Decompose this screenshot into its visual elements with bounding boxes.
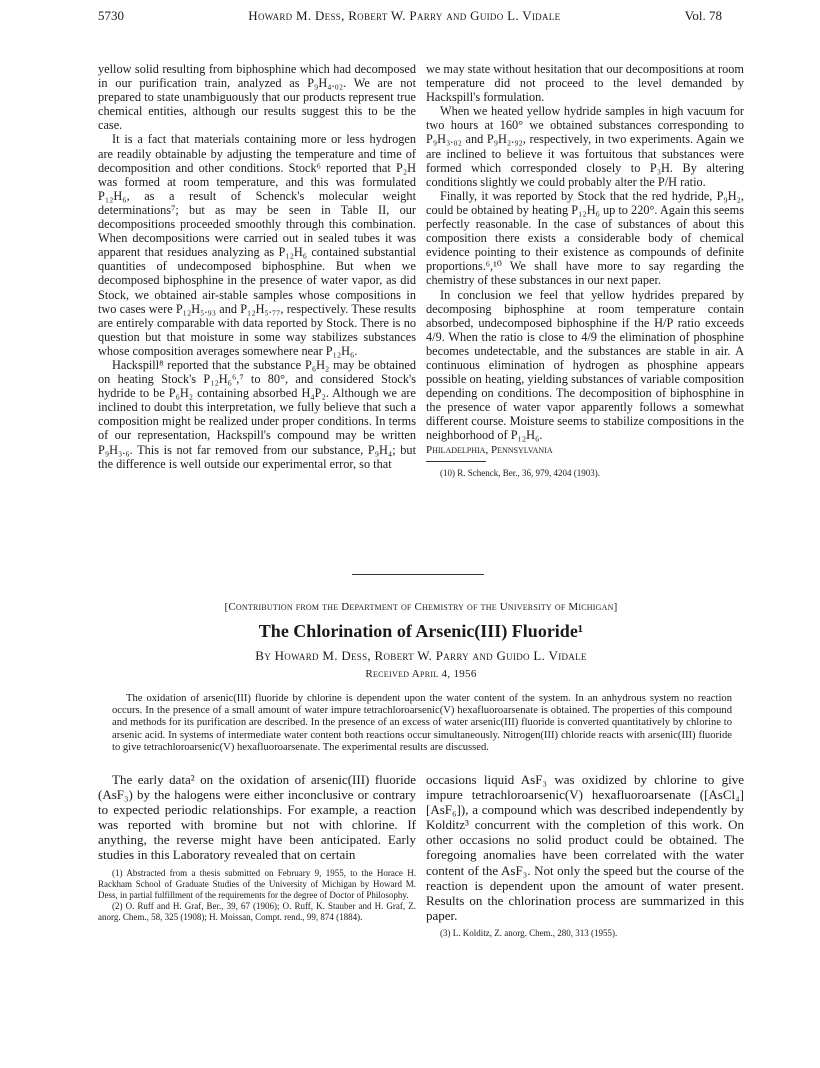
paragraph: yellow solid resulting from biphosphine which had decomposed in our purification train, analyzed as P₉H₄.₀₂. We are not prepared to state unambiguously that our products represent true chemical entities, although our results suggest this to be the case.	[98, 62, 416, 133]
contribution-line: [Contribution from the Department of Chemistry of the University of Michigan]	[224, 601, 618, 613]
article-column-right	[426, 772, 744, 939]
footnote-rule	[426, 461, 486, 462]
prev-article-column-right	[426, 62, 744, 479]
paragraph: It is a fact that materials containing more or less hydrogen are readily obtainable by adjusting the temperature and time of decomposition and other conditions. Stock⁶ reported that P₂H was formed at room temperature, and this was formulated P₁₂H₆, as a result of Schenck's molecular weight determinations⁷; but as may be seen in Table II, our decompositions proceeded smoothly through this combination. When decompositions were carried out in sealed tubes it was apparent that residues analyzing as P₁₂H₆ contained substantial quantities of undecomposed biphosphine. But when we decomposed biphosphine in the presence of water vapor, as did Stock, we obtained air-stable samples whose compositions in two cases were P₁₂H₅.₉₃ and P₁₂H₅.₇₇, respectively. These results are entirely comparable with data reported by Stock. There is no question but that moisture in some way stabilizes substances whose composition averages somewhere near P₁₂H₆.	[98, 132, 416, 358]
volume-label: Vol. 78	[684, 8, 722, 23]
article-title: The Chlorination of Arsenic(III) Fluoride¹	[258, 621, 584, 641]
paragraph: In conclusion we feel that yellow hydrides prepared by decomposing biphosphine at room temperature contain absorbed, undecomposed biphosphine if the H/P ratio exceeds 4/9. When the ratio is close to 4/9 the elimination of phosphine becomes undetectable, and the substances are stable in air. A continuous elimination of hydrogen as phosphine appears possible on heating, yielding substances of variable composition depending on conditions. The decomposition of biphosphine in the presence of water vapor apparently follows a somewhat different course. Moisture seems to stabilize compositions in the neighborhood of P₁₂H₆.	[426, 287, 744, 443]
footnote: (2) O. Ruff and H. Graf, Ber., 39, 67 (1906); O. Ruff, K. Stauber and H. Graf, Z. anorg. Chem., 58, 325 (1908); H. Moissan, Compt. rend., 99, 874 (1884).	[98, 900, 416, 922]
footnote: (3) L. Kolditz, Z. anorg. Chem., 280, 313 (1955).	[440, 927, 618, 938]
running-header	[98, 8, 722, 26]
affiliation-place: Philadelphia, Pennsylvania	[426, 443, 553, 456]
paragraph: occasions liquid AsF₃ was oxidized by chlorine to give impure tetrachloroarsenic(V) hexafluoroarsenate ([AsCl₄][AsF₆]), a compound which was described independently by Kolditz³ concurrent with the completion of this work. On other occasions no solid product could be obtained. The foregoing anomalies have been correlated with the water content of the AsF₃. Not only the speed but the course of the reaction is dependent upon the amount of water present. Results on the chlorination process are summarized in this paper.	[426, 772, 744, 923]
paragraph: Hackspill⁸ reported that the substance P₆H₂ may be obtained on heating Stock's P₁₂H₆⁶,⁷ to 80°, and considered Stock's hydride to be P₆H₂ containing absorbed H₄P₂. Although we are inclined to doubt this interpretation, we fully believe that such a composition might be realized under proper conditions. In terms of our representation, Hackspill's compound may be written P₉H₃.₆. This is not far removed from our substance, P₉H₄; but the difference is well outside our experimental error, so that	[98, 357, 416, 471]
paragraph: The early data² on the oxidation of arsenic(III) fluoride (AsF₃) by the halogens were either inconclusive or contrary to expected periodic relationships. For example, a reaction was reported with bromine but not with chlorine. If anything, the reverse might have been anticipated. Early studies in this Laboratory revealed that on certain	[98, 772, 416, 863]
paragraph: we may state without hesitation that our decompositions at room temperature did not proceed to the level demanded by Hackspill's formulation.	[426, 62, 744, 105]
article-column-left	[98, 772, 416, 923]
prev-article-column-left	[98, 62, 416, 471]
received-date: Received April 4, 1956	[365, 668, 477, 680]
article-separator	[352, 574, 484, 575]
paragraph: When we heated yellow hydride samples in high vacuum for two hours at 160° we obtained substances corresponding to P₉H₃.₀₂ and P₉H₂.₉₂, respectively, in two experiments. Again we are inclined to believe it was fortuitous that substances were formed which corresponded closely to P₃H. By altering conditions slightly we could probably alter the P/H ratio.	[426, 104, 744, 189]
footnote: (10) R. Schenck, Ber., 36, 979, 4204 (1903).	[440, 467, 600, 478]
abstract: The oxidation of arsenic(III) fluoride by chlorine is dependent upon the water content of the system. In an anhydrous system no reaction occurs. In the presence of a small amount of water impure tetrachloroarsenic(V) hexafluoroarsenate is obtained. The properties of this compound and methods for its purification are described. In the presence of an excess of water arsenic(III) fluoride is converted quantitatively by chlorine to arsenic acid. In systems of intermediate water content both reactions occur simultaneously. Nitrogen(III) chloride reacts with arsenic(III) fluoride to give tetrachloroarsenic(V) hexafluoroarsenate. The experimental results are discussed.	[112, 693, 732, 753]
page-number: 5730	[98, 8, 124, 23]
footnote: (1) Abstracted from a thesis submitted on February 9, 1955, to the Horace H. Rackham School of Graduate Studies of the University of Michigan by Howard M. Dess, in partial fulfillment of the requirements for the degree of Doctor of Philosophy.	[98, 867, 416, 900]
paragraph: Finally, it was reported by Stock that the red hydride, P₉H₂, could be obtained by heating P₁₂H₆ up to 220°. Again this seems perfectly reasonable. In the case of substances of about this composition there exists a considerable body of chemical evidence pointing to their existence as compounds of definite proportions.⁶,¹⁰ We shall have more to say regarding the chemistry of these substances in our next paper.	[426, 188, 744, 288]
footnotes	[98, 868, 416, 923]
article-byline: By Howard M. Dess, Robert W. Parry and Guido L. Vidale	[255, 648, 587, 663]
footnotes	[426, 928, 744, 939]
header-authors: Howard M. Dess, Robert W. Parry and Guido L. Vidale	[248, 8, 561, 23]
